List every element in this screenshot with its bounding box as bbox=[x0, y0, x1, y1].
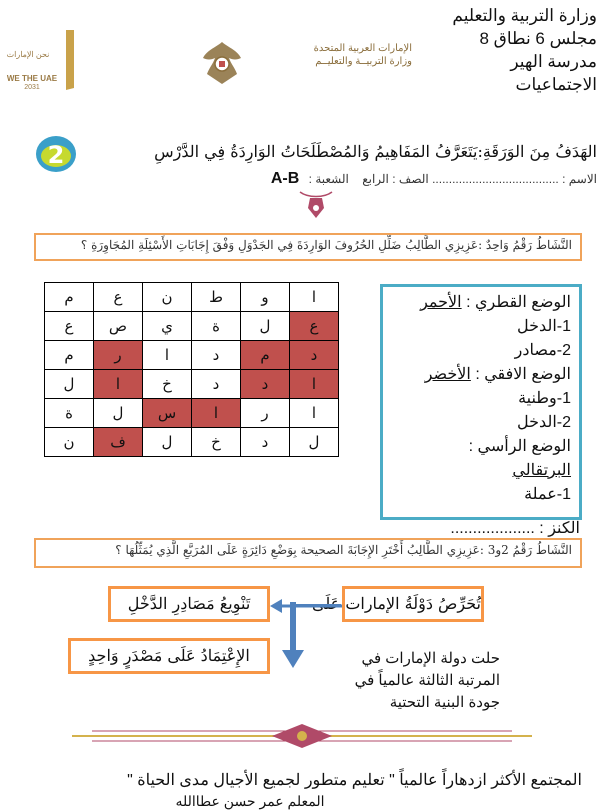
grid-cell[interactable]: د bbox=[241, 370, 290, 399]
grid-cell[interactable]: ط bbox=[192, 283, 241, 312]
grid-cell[interactable]: ص bbox=[94, 312, 143, 341]
name-label: الاسم : bbox=[562, 172, 597, 186]
option-single-source-box[interactable]: الإِعْتِمَادُ عَلَى مَصْدَرٍ وَاحِدٍ bbox=[68, 638, 270, 674]
clue-vertical-1: 1-عملة bbox=[524, 486, 571, 503]
grid-cell[interactable]: ة bbox=[45, 399, 94, 428]
number-two-logo-icon bbox=[34, 134, 78, 174]
grid-cell[interactable]: د bbox=[192, 370, 241, 399]
clue-diagonal-label: الوضع القطري : bbox=[466, 294, 571, 311]
clue-horizontal-color: الأخضر bbox=[424, 366, 471, 383]
grid-row bbox=[45, 399, 339, 428]
we-english: WE THE UAE bbox=[6, 74, 58, 83]
grid-cell[interactable]: ن bbox=[143, 283, 192, 312]
grid-cell[interactable]: ل bbox=[290, 428, 339, 457]
teacher-name: المعلم عمر حسن عطاالله bbox=[175, 793, 325, 809]
grid-cell[interactable]: ع bbox=[94, 283, 143, 312]
clue-horizontal-1: 1-وطنية bbox=[518, 390, 571, 407]
uae-emblem-icon bbox=[197, 38, 247, 88]
grid-cell[interactable]: ف bbox=[94, 428, 143, 457]
clue-horizontal-2: 2-الدخل bbox=[517, 414, 571, 431]
ornamental-divider-icon bbox=[72, 722, 532, 750]
section-value: A-B bbox=[270, 170, 300, 187]
clue-horizontal-heading bbox=[383, 363, 571, 387]
logo-digit: 2 bbox=[47, 141, 65, 169]
student-info-line bbox=[87, 170, 597, 188]
fact-line-2: المرتبة الثالثة عالمياً في bbox=[354, 672, 500, 689]
grid-cell[interactable]: ع bbox=[290, 312, 339, 341]
grid-cell[interactable]: خ bbox=[143, 370, 192, 399]
lantern-ornament-icon bbox=[296, 188, 336, 224]
activity-two-instruction: النَّشَاطُ رَقْمُ 2و3 :عَزِيزِي الطَّالِبُ أَخْتَرِ الإِجَابَةَ الصحيحة بِوَضْعِ دَائِرَةٍ عَلَى المُرَبَّعِ الَّذِي يُمَثِّلُهَا ؟ bbox=[34, 538, 582, 568]
grid-cell[interactable]: ا bbox=[290, 399, 339, 428]
grid-cell[interactable]: خ bbox=[192, 428, 241, 457]
clue-diagonal-color: الأحمر bbox=[420, 294, 462, 311]
clue-diagonal-1: 1-الدخل bbox=[517, 318, 571, 335]
grid-cell[interactable]: م bbox=[45, 341, 94, 370]
clue-diagonal-heading bbox=[383, 291, 571, 315]
grid-cell[interactable]: م bbox=[241, 341, 290, 370]
ministry-header bbox=[397, 4, 597, 96]
ministry-name: وزارة التربية والتعليم bbox=[452, 6, 597, 25]
grid-cell[interactable]: م bbox=[45, 283, 94, 312]
grid-row bbox=[45, 341, 339, 370]
grid-cell[interactable]: ر bbox=[241, 399, 290, 428]
clues-box bbox=[380, 284, 582, 520]
grid-cell[interactable]: د bbox=[290, 341, 339, 370]
grade-label: الصف : الرابع bbox=[362, 172, 429, 186]
uae-ministry-text bbox=[282, 42, 412, 68]
grid-row bbox=[45, 428, 339, 457]
we-arabic: نحن الإمارات bbox=[6, 50, 50, 59]
grid-cell[interactable]: ي bbox=[143, 312, 192, 341]
grid-cell[interactable]: ا bbox=[94, 370, 143, 399]
down-arrow-icon bbox=[280, 602, 306, 670]
grid-cell[interactable]: و bbox=[241, 283, 290, 312]
school-name: مدرسة الهير bbox=[510, 52, 597, 71]
letter-grid bbox=[44, 282, 339, 457]
fact-line-1: حلت دولة الإمارات في bbox=[361, 650, 500, 667]
fact-text bbox=[340, 648, 500, 714]
uae-line1: الإمارات العربية المتحدة bbox=[313, 43, 412, 54]
we-year: 2031 bbox=[24, 84, 40, 91]
fact-line-3: جودة البنية التحتية bbox=[389, 694, 500, 711]
we-the-uae-logo bbox=[6, 28, 84, 92]
we-the-uae-bar-icon bbox=[60, 28, 78, 92]
grid-cell[interactable]: د bbox=[192, 341, 241, 370]
grid-cell[interactable]: ل bbox=[143, 428, 192, 457]
grid-cell[interactable]: ا bbox=[192, 399, 241, 428]
grid-cell[interactable]: س bbox=[143, 399, 192, 428]
grid-cell[interactable]: ل bbox=[45, 370, 94, 399]
clue-vertical-color: البرتقالي bbox=[512, 462, 571, 479]
clue-vertical-label: الوضع الرأسي : bbox=[468, 438, 571, 455]
activity-one-instruction: النَّشَاطُ رَقْمُ وَاحِدٌ :عَزِيزِي الطَّالِبُ ضَلِّلِ الحُرُوفَ الوَارِدَةَ فِي الجَدْوَلِ وَفْقَ إِجَابَاتِ الأَسْئِلَةِ المُجَاوِرَةِ ؟ bbox=[34, 233, 582, 261]
clue-horizontal-label: الوضع الافقي : bbox=[475, 366, 571, 383]
grid-cell[interactable]: ن bbox=[45, 428, 94, 457]
grid-cell[interactable]: ة bbox=[192, 312, 241, 341]
grid-cell[interactable]: ر bbox=[94, 341, 143, 370]
grid-cell[interactable]: ا bbox=[143, 341, 192, 370]
grid-cell[interactable]: ل bbox=[94, 399, 143, 428]
section-label: الشعبة : bbox=[308, 172, 349, 186]
lesson-objective: الهَدَفُ مِنَ الوَرَقَةِ:يَتَعَرَّفُ المَفَاهِيمُ وَالمُصْطَلَحَاتُ الوَارِدَةُ فِي الدَّرْسِ bbox=[154, 142, 597, 161]
grid-cell[interactable]: ل bbox=[241, 312, 290, 341]
grid-cell[interactable]: ا bbox=[290, 370, 339, 399]
school-motto: المجتمع الأكثر ازدهاراً عالمياً " تعليم متطور لجميع الأجيال مدى الحياة " bbox=[127, 772, 582, 789]
subject-name: الاجتماعيات bbox=[515, 75, 597, 94]
council-name: مجلس 6 نطاق 8 bbox=[479, 29, 597, 48]
uae-line2: وزارة التربيــة والتعليــم bbox=[315, 56, 412, 67]
grid-row bbox=[45, 283, 339, 312]
grid-row bbox=[45, 370, 339, 399]
clue-diagonal-2: 2-مصادر bbox=[514, 342, 571, 359]
grid-cell[interactable]: د bbox=[241, 428, 290, 457]
grid-row bbox=[45, 312, 339, 341]
treasure-line[interactable]: الكنز : ................... bbox=[450, 520, 580, 537]
name-blank[interactable]: ...................................... bbox=[432, 172, 559, 186]
grid-cell[interactable]: ع bbox=[45, 312, 94, 341]
country-statement-box: تُحَرِّصُ دَوْلَةُ الإمارات عَلَى bbox=[342, 586, 484, 622]
grid-cell[interactable]: ا bbox=[290, 283, 339, 312]
option-diversify-income-box[interactable]: تَنْوِيعُ مَصَادِرِ الدَّخْلِ bbox=[108, 586, 270, 622]
